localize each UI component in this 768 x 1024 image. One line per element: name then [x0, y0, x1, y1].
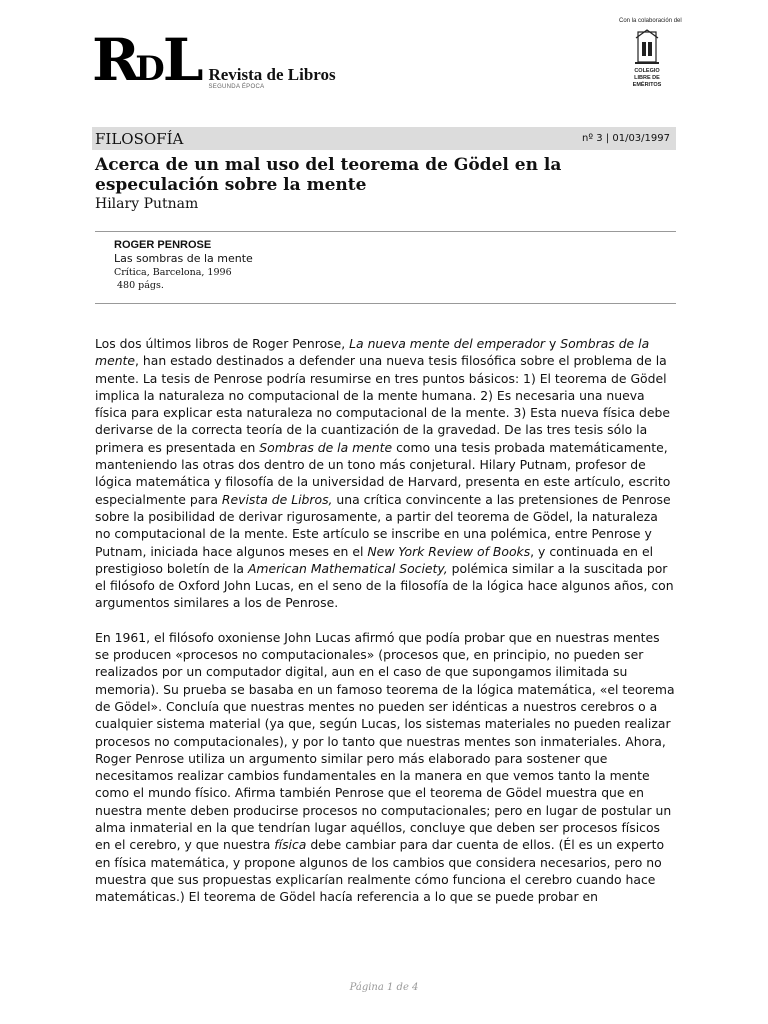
article-body — [95, 335, 677, 923]
collaboration-note: Con la colaboración del — [619, 18, 682, 24]
logo-mark: RDL — [92, 26, 199, 94]
italic-text: La nueva mente del emperador — [349, 336, 546, 351]
site-logo[interactable] — [92, 26, 336, 94]
italic-text: American Mathematical Society, — [247, 560, 448, 576]
section-label: FILOSOFÍA — [95, 129, 184, 148]
logo-text — [208, 66, 335, 90]
divider-bottom — [95, 303, 676, 304]
book-pages: 480 págs. — [117, 280, 164, 291]
paragraph-2: En 1961, el filósofo oxoniense John Lucas afirmó que podía probar que en nuestras mentes se producen «procesos no computacionales» (procesos que, en principio, no pueden ser realizados por un computador digital, aun en el caso de que supongamos ilimitada su memoria). Su prueba se basaba en un famoso teorema de la lógica matemática, «el teorema de Gödel». Concluía que nuestras mentes no pueden ser idénticas a nuestros cerebros o a cualquier sistema material (ya que, según Lucas, los sistemas materiales no pueden realizar procesos no computacionales), y por lo tanto que nuestras mentes son inmateriales. Ahora, Roger Penrose utiliza un argumento similar pero más elaborado para sostener que necesitamos realizar cambios fundamentales en la manera en que vemos tanto la mente como el mundo físico. Afirma también Penrose que el teorema de Gödel muestra que en nuestra mente deben producirse procesos no computacionales; pero en lugar de postular un alma inmaterial en la que tendrían lugar aquéllos, concluye que deben ser procesos físicos en el cerebro, y que nuestra física debe cambiar para dar cuenta de ellos. (Él es un experto en física matemática, y propone algunos de los cambios que considera necesarios, pero no muestra que sus propuestas explicarían realmente cómo funciona el cerebro cuando hace matemáticas.) El teorema de Gödel hacía referencia a lo que se puede probar en — [95, 629, 675, 905]
logo-title: Revista de Libros — [208, 65, 336, 84]
italic-text: Sombras de la mente — [95, 336, 650, 369]
italic-text: New York Review of Books — [367, 543, 531, 559]
svg-text:COLEGIO: COLEGIO — [634, 68, 660, 74]
book-publisher: Crítica, Barcelona, 1996 — [114, 267, 232, 278]
issue-info: nº 3 | 01/03/1997 — [582, 133, 670, 144]
logo-subtitle: SEGUNDA ÉPOCA — [208, 84, 265, 90]
paragraph-1: Los dos últimos libros de Roger Penrose, La nueva mente del emperador y Sombras de la mente, han estado destinados a defender una nueva tesis filosófica sobre el problema de la mente. La tesis de Penrose podría resumirse en tres puntos básicos: 1) El teorema de Gödel implica la naturaleza no computacional de la mente humana. 2) Es necesaria una nueva física para explicar esta naturaleza no computacional de la mente. 3) Esta nueva física debe derivarse de la correcta teoría de la cuantización de la gravedad. De las tres tesis sólo la primera es presentada en Sombras de la mente como una tesis probada matemáticamente, manteniendo las otras dos dentro de un tono más conjetural. Hilary Putnam, profesor de lógica matemática y filosofía de la universidad de Harvard, presenta en este artículo, escrito especialmente para Revista de Libros, una crítica convincente a las pretensiones de Penrose sobre la posibilidad de derivar rigurosamente, a partir del teorema de Gödel, la naturaleza no computacional de la mente. Este artículo se inscribe en una polémica, entre Penrose y Putnam, iniciada hace algunos meses en el New York Review of Books, y continuada en el prestigioso boletín de la American Mathematical Society, polémica similar a la suscitada por el filósofo de Oxford John Lucas, en el seno de la filosofía de la lógica hace algunos años, con argumentos similares a los de Penrose. — [95, 336, 674, 611]
book-title: Las sombras de la mente — [114, 252, 253, 265]
colegio-libre-emeritos-logo-icon — [632, 28, 662, 92]
article-author: Hilary Putnam — [95, 196, 199, 212]
italic-text: Revista de Libros, — [221, 491, 333, 507]
page-number: Página 1 de 4 — [349, 982, 419, 993]
svg-text:LIBRE DE: LIBRE DE — [634, 75, 660, 81]
italic-text: Sombras de la mente — [259, 439, 393, 455]
italic-text: física — [274, 837, 307, 853]
divider-top — [95, 231, 676, 232]
book-info — [114, 238, 253, 292]
section-bar — [92, 127, 676, 150]
book-author: ROGER PENROSE — [114, 239, 212, 251]
article-title: Acerca de un mal uso del teorema de Gödel en la especulación sobre la mente — [95, 155, 562, 195]
svg-text:EMÉRITOS: EMÉRITOS — [632, 82, 662, 88]
